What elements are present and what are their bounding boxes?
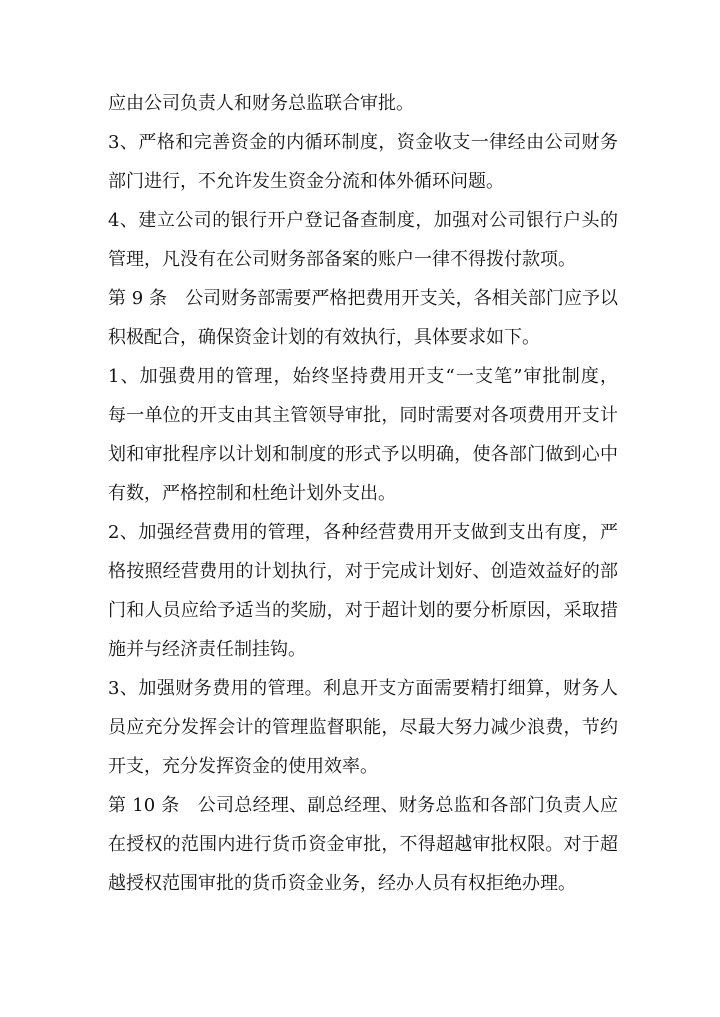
text-line: 开支，充分发挥资金的使用效率。: [108, 756, 378, 777]
text-line: 第 10 条 公司总经理、副总经理、财务总监和各部门负责人应: [108, 795, 618, 816]
text-line: 3、严格和完善资金的内循环制度，资金收支一律经由公司财务: [108, 132, 618, 153]
text-line: 应由公司负责人和财务总监联合审批。: [108, 93, 414, 114]
text-line: 4、建立公司的银行开户登记备查制度，加强对公司银行户头的: [108, 210, 618, 231]
text-line: 第 9 条 公司财务部需要严格把费用开支关，各相关部门应予以: [108, 288, 618, 309]
text-line: 管理，凡没有在公司财务部备案的账户一律不得拨付款项。: [108, 249, 576, 270]
text-line: 越授权范围审批的货币资金业务，经办人员有权拒绝办理。: [108, 873, 576, 894]
text-line: 1、加强费用的管理，始终坚持费用开支“一支笔”审批制度，: [108, 366, 618, 387]
text-line: 部门进行，不允许发生资金分流和体外循环问题。: [108, 171, 504, 192]
text-line: 划和审批程序以计划和制度的形式予以明确，使各部门做到心中: [108, 444, 618, 465]
text-line: 积极配合，确保资金计划的有效执行，具体要求如下。: [108, 327, 540, 348]
text-line: 2、加强经营费用的管理，各种经营费用开支做到支出有度，严: [108, 522, 618, 543]
text-line: 3、加强财务费用的管理。利息开支方面需要精打细算，财务人: [108, 678, 618, 699]
text-line: 有数，严格控制和杜绝计划外支出。: [108, 483, 396, 504]
text-line: 施并与经济责任制挂钩。: [108, 639, 306, 660]
text-line: 员应充分发挥会计的管理监督职能，尽最大努力减少浪费，节约: [108, 717, 618, 738]
text-line: 在授权的范围内进行货币资金审批，不得超越审批权限。对于超: [108, 834, 618, 855]
text-line: 每一单位的开支由其主管领导审批，同时需要对各项费用开支计: [108, 405, 618, 426]
text-line: 门和人员应给予适当的奖励，对于超计划的要分析原因，采取措: [108, 600, 618, 621]
text-line: 格按照经营费用的计划执行，对于完成计划好、创造效益好的部: [108, 561, 618, 582]
